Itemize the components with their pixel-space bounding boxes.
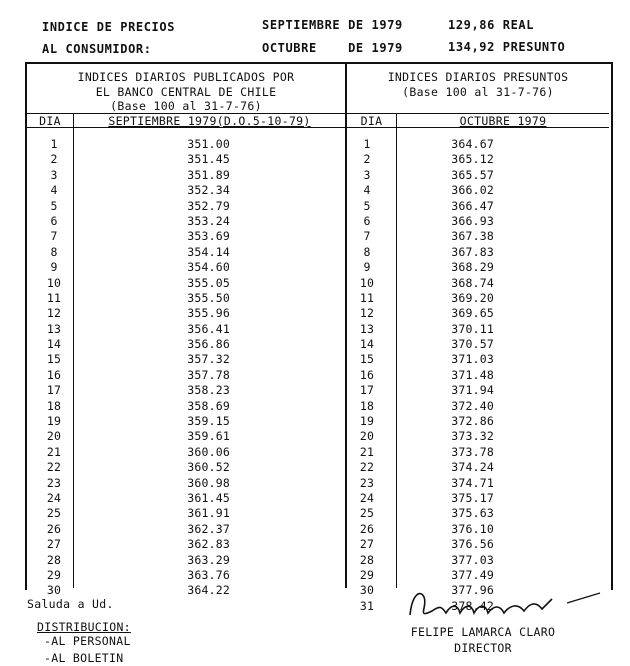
left-value-cell: 359.61 (187, 429, 230, 444)
right-day-cell: 15 (359, 352, 375, 367)
right-value-cell: 367.83 (451, 244, 494, 259)
right-day-cell: 5 (363, 198, 371, 213)
left-day-cell: 9 (50, 260, 58, 275)
left-value-cell: 358.23 (187, 383, 230, 398)
left-value-cell: 351.00 (187, 137, 230, 151)
left-value-cell: 361.45 (187, 490, 230, 505)
right-value-cell: 366.47 (451, 198, 494, 213)
left-day-cell: 26 (46, 521, 62, 536)
header-label-line2: AL CONSUMIDOR: (42, 42, 152, 56)
right-day-cell: 6 (363, 213, 371, 228)
left-day-cell: 24 (46, 490, 62, 505)
right-value-cell: 376.10 (451, 521, 494, 536)
right-value-cell: 377.03 (451, 552, 494, 567)
right-day-cell: 25 (359, 506, 375, 521)
left-col-dia-header: DIA (39, 114, 61, 128)
left-value-cell: 351.89 (187, 167, 230, 182)
right-day-cell: 31 (359, 598, 375, 613)
right-day-cell: 7 (363, 229, 371, 244)
right-value-cell: 373.78 (451, 444, 494, 459)
left-value-cell: 362.83 (187, 537, 230, 552)
left-day-cell: 25 (46, 506, 62, 521)
right-day-cell: 4 (363, 183, 371, 198)
right-value-cell: 369.20 (451, 290, 494, 305)
left-value-cell: 355.05 (187, 275, 230, 290)
right-value-cell: 374.24 (451, 460, 494, 475)
right-day-cell: 29 (359, 567, 375, 582)
right-title-line1: INDICES DIARIOS PRESUNTOS (387, 70, 569, 84)
right-value-cell: 370.57 (451, 337, 494, 352)
left-day-cell: 12 (46, 306, 62, 321)
right-value-cell: 368.74 (451, 275, 494, 290)
right-value-cell: 373.32 (451, 429, 494, 444)
right-day-cell: 26 (359, 521, 375, 536)
right-day-cell: 20 (359, 429, 375, 444)
left-day-cell: 21 (46, 444, 62, 459)
right-value-column (410, 137, 494, 614)
left-day-cell: 6 (50, 213, 58, 228)
header-label-line1: INDICE DE PRECIOS (42, 20, 176, 34)
right-day-cell: 23 (359, 475, 375, 490)
right-day-cell: 13 (359, 321, 375, 336)
left-value-cell: 357.78 (187, 367, 230, 382)
right-value-cell: 372.86 (451, 414, 494, 429)
right-day-cell: 2 (363, 152, 371, 167)
left-title-line1: INDICES DIARIOS PUBLICADOS POR (77, 70, 295, 84)
left-day-cell: 17 (46, 383, 62, 398)
left-day-cell: 22 (46, 460, 62, 475)
right-value-cell: 364.67 (451, 137, 494, 151)
right-value-cell: 375.63 (451, 506, 494, 521)
left-day-cell: 3 (50, 167, 58, 182)
right-value-cell: 377.96 (451, 583, 494, 598)
right-value-cell: 374.71 (451, 475, 494, 490)
left-value-cell: 351.45 (187, 152, 230, 167)
left-day-cell: 2 (50, 152, 58, 167)
right-value-cell: 370.11 (451, 321, 494, 336)
signer-title: DIRECTOR (454, 641, 512, 655)
right-day-cell: 1 (363, 137, 371, 151)
left-value-cell: 360.06 (187, 444, 230, 459)
greeting: Saluda a Ud. (27, 597, 114, 611)
left-value-cell: 363.76 (187, 567, 230, 582)
right-value-cell: 371.03 (451, 352, 494, 367)
left-value-cell: 360.52 (187, 460, 230, 475)
left-day-cell: 30 (46, 583, 62, 598)
left-value-cell: 361.91 (187, 506, 230, 521)
right-day-cell: 19 (359, 414, 375, 429)
left-day-cell: 8 (50, 244, 58, 259)
left-day-column (38, 137, 70, 599)
right-col-dia-header: DIA (360, 114, 383, 128)
left-title-line2: EL BANCO CENTRAL DE CHILE (95, 85, 277, 99)
left-value-cell: 362.37 (187, 521, 230, 536)
left-value-cell: 356.41 (187, 321, 230, 336)
header-value-line2: 134,92 PRESUNTO (448, 40, 566, 54)
right-value-cell: 368.29 (451, 260, 494, 275)
right-value-cell: 365.12 (451, 152, 494, 167)
right-day-cell: 28 (359, 552, 375, 567)
right-value-cell: 367.38 (451, 229, 494, 244)
right-value-cell: 371.94 (451, 383, 494, 398)
signer-name: FELIPE LAMARCA CLARO (410, 625, 556, 639)
right-day-cell: 3 (363, 167, 371, 182)
left-value-cell: 355.50 (187, 290, 230, 305)
left-value-cell: 356.86 (187, 337, 230, 352)
left-value-cell: 352.34 (187, 183, 230, 198)
right-day-cell: 8 (363, 244, 371, 259)
right-value-cell: 369.65 (451, 306, 494, 321)
distribution-title: DISTRIBUCION: (37, 620, 131, 634)
header-value-line1: 129,86 REAL (448, 18, 535, 32)
right-day-cell: 10 (359, 275, 375, 290)
right-day-cell: 9 (363, 260, 371, 275)
right-day-cell: 16 (359, 367, 375, 382)
left-value-cell: 360.98 (187, 475, 230, 490)
right-value-cell: 377.49 (451, 567, 494, 582)
left-value-cell: 353.69 (187, 229, 230, 244)
left-day-cell: 20 (46, 429, 62, 444)
right-value-cell: 366.02 (451, 183, 494, 198)
right-value-cell: 378.42 (451, 598, 494, 613)
left-day-cell: 29 (46, 567, 62, 582)
right-value-cell: 375.17 (451, 490, 494, 505)
right-day-cell: 22 (359, 460, 375, 475)
left-day-cell: 5 (50, 198, 58, 213)
right-col-value-header: OCTUBRE 1979 (459, 114, 547, 128)
left-day-cell: 13 (46, 321, 62, 336)
left-value-cell: 352.79 (187, 198, 230, 213)
right-day-cell: 17 (359, 383, 375, 398)
distribution-item-personal: -AL PERSONAL (44, 634, 131, 648)
right-day-column (352, 137, 382, 614)
right-day-cell: 11 (359, 290, 375, 305)
left-day-cell: 14 (46, 337, 62, 352)
right-day-cell: 30 (359, 583, 375, 598)
left-day-cell: 11 (46, 290, 62, 305)
signature (402, 585, 602, 629)
left-day-cell: 28 (46, 552, 62, 567)
header-month-line2: OCTUBRE DE 1979 (262, 41, 403, 55)
left-value-cell: 363.29 (187, 552, 230, 567)
left-day-cell: 18 (46, 398, 62, 413)
left-value-cell: 364.22 (187, 583, 230, 598)
left-day-cell: 1 (50, 137, 58, 151)
left-value-cell: 357.32 (187, 352, 230, 367)
left-day-cell: 15 (46, 352, 62, 367)
left-value-column (110, 137, 230, 599)
right-day-cell: 18 (359, 398, 375, 413)
right-value-cell: 371.48 (451, 367, 494, 382)
right-day-cell: 24 (359, 490, 375, 505)
left-day-cell: 16 (46, 367, 62, 382)
right-title-line2: (Base 100 al 31-7-76) (402, 85, 554, 99)
right-value-cell: 366.93 (451, 213, 494, 228)
right-value-cell: 372.40 (451, 398, 494, 413)
left-value-cell: 354.60 (187, 260, 230, 275)
right-day-cell: 12 (359, 306, 375, 321)
header-month-line1: SEPTIEMBRE DE 1979 (262, 18, 403, 32)
right-day-cell: 14 (359, 337, 375, 352)
right-value-cell: 376.56 (451, 537, 494, 552)
left-title-line3: (Base 100 al 31-7-76) (110, 99, 262, 113)
distribution-item-boletin: -AL BOLETIN (44, 651, 124, 665)
left-value-cell: 355.96 (187, 306, 230, 321)
left-col-value-header: SEPTIEMBRE 1979(D.O.5-10-79) (108, 114, 311, 128)
right-dia-divider (396, 113, 397, 588)
left-day-cell: 19 (46, 414, 62, 429)
left-day-cell: 4 (50, 183, 58, 198)
left-value-cell: 359.15 (187, 414, 230, 429)
left-day-cell: 7 (50, 229, 58, 244)
left-value-cell: 354.14 (187, 244, 230, 259)
right-day-cell: 27 (359, 537, 375, 552)
table-center-divider (345, 64, 347, 588)
left-day-cell: 10 (46, 275, 62, 290)
left-dia-divider (73, 113, 74, 588)
left-value-cell: 353.24 (187, 213, 230, 228)
left-value-cell: 358.69 (187, 398, 230, 413)
left-day-cell: 27 (46, 537, 62, 552)
right-day-cell: 21 (359, 444, 375, 459)
right-value-cell: 365.57 (451, 167, 494, 182)
left-day-cell: 23 (46, 475, 62, 490)
